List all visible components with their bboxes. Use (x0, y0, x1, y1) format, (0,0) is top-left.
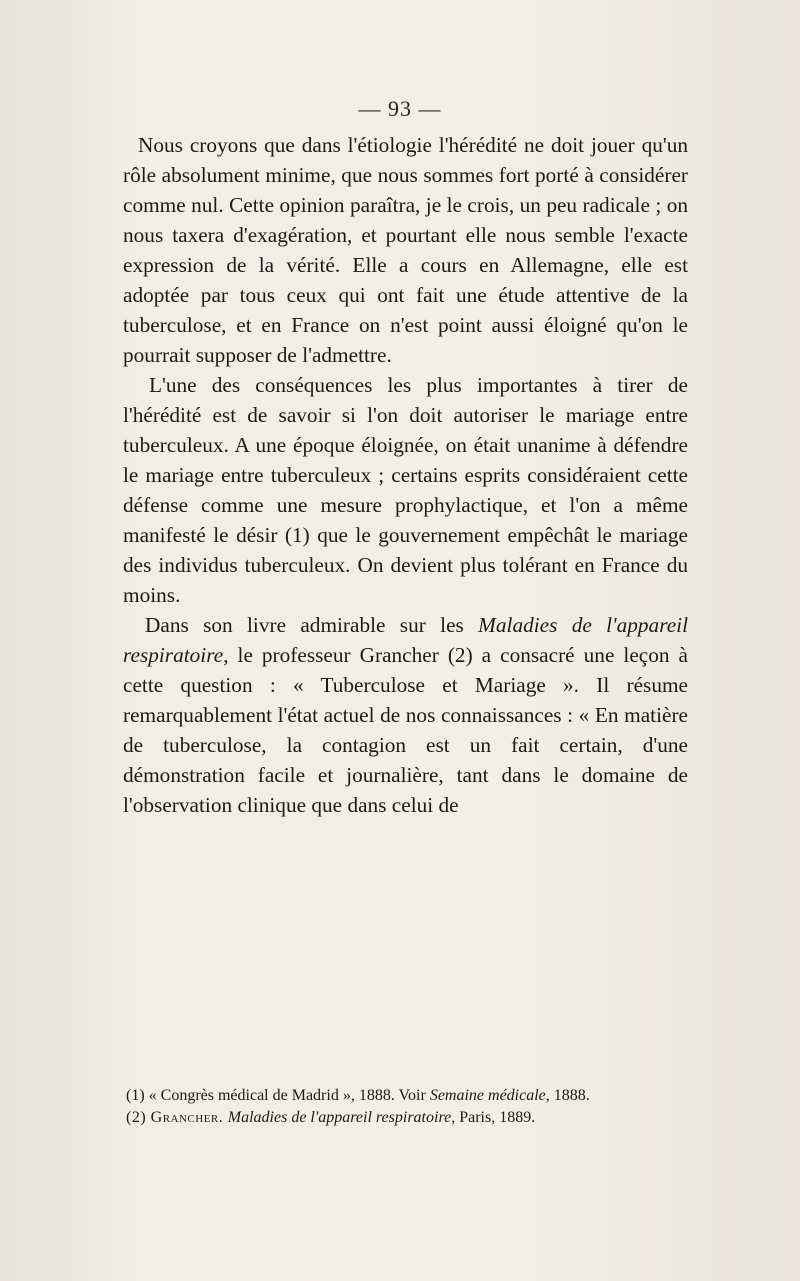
footnote-2-end: , Paris, 1889. (451, 1109, 536, 1126)
paragraph-3-rest: , le professeur Grancher (2) a consacré une leçon à cette question : « Tuberculose et Mariage ». Il résume remarquablement l'état actuel de nos connaissances : « En matière de tuberculose, la contagion est un fait certain, d'une démonstration facile et journalière, tant dans le domaine de l'observation clinique que dans celui de (123, 643, 688, 817)
footnote-2-author: (2) Grancher. (126, 1109, 228, 1126)
footnote-2-title: Maladies de l'appareil respiratoire (227, 1109, 452, 1126)
footnotes (123, 1085, 693, 1129)
footnote-1 (123, 1085, 693, 1107)
paragraph-3 (123, 610, 688, 820)
footnote-2 (123, 1107, 693, 1129)
footnote-1-journal: Semaine médicale (429, 1087, 546, 1104)
page-number: — 93 — (358, 96, 442, 121)
body-text (123, 130, 688, 820)
footnote-1-start: (1) « Congrès médical de Madrid », 1888. Voir (126, 1087, 430, 1104)
paragraph-1: Nous croyons que dans l'étiologie l'hérédité ne doit jouer qu'un rôle absolument minime, que nous sommes fort porté à considérer comme nul. Cette opinion paraîtra, je le crois, un peu radicale ; on nous taxera d'exagération, et pourtant elle nous semble l'exacte expression de la vérité. Elle a cours en Allemagne, elle est adoptée par tous ceux qui ont fait une étude attentive de la tuberculose, et en France on n'est point aussi éloigné qu'on le pourrait supposer de l'admettre. (123, 133, 688, 367)
footnote-1-end: , 1888. (545, 1087, 590, 1104)
paragraph-2: L'une des conséquences les plus importantes à tirer de l'hérédité est de savoir si l'on doit autoriser le mariage entre tuberculeux. A une époque éloignée, on était unanime à défendre le mariage entre tuberculeux ; certains esprits considéraient cette défense comme une mesure prophylactique, et l'on a même manifesté le désir (1) que le gouvernement empêchât le mariage des individus tuberculeux. On devient plus tolérant en France du moins. (123, 373, 688, 607)
paragraph-3-start: Dans son livre admirable sur les (145, 613, 479, 637)
book-title: Maladies de l'appareil respiratoire (123, 613, 688, 667)
